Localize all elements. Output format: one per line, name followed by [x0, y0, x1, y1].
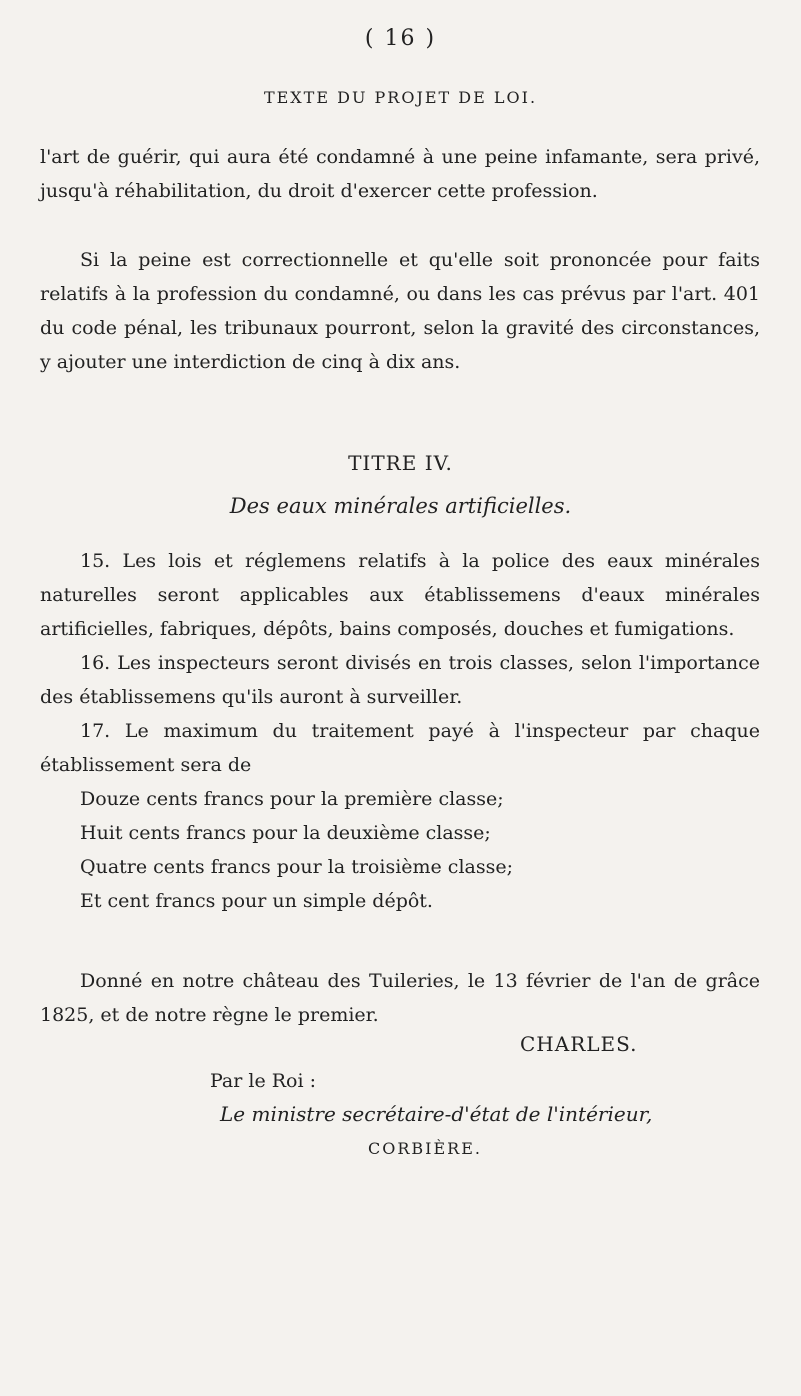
minister-title: Le ministre secrétaire-d'état de l'intérieur,: [220, 1102, 653, 1126]
article-17: 17. Le maximum du traitement payé à l'inspecteur par chaque établissement sera de: [40, 720, 760, 776]
salary-item-second: Huit cents francs pour la deuxième classe;: [80, 822, 491, 844]
par-le-roi: Par le Roi :: [210, 1070, 317, 1092]
article-15: 15. Les lois et réglemens relatifs à la police des eaux minérales naturelles seront applicables aux établissemens d'eaux minérales artificielles, fabriques, dépôts, bains composés, douches et fumigations.: [40, 550, 760, 640]
paragraph-continuation: l'art de guérir, qui aura été condamné à une peine infamante, sera privé, jusqu'à réhabilitation, du droit d'exercer cette profession.: [40, 146, 760, 202]
salary-item-depot: Et cent francs pour un simple dépôt.: [80, 890, 433, 912]
salary-item-third: Quatre cents francs pour la troisième classe;: [80, 856, 514, 878]
signature-corbiere: CORBIÈRE.: [368, 1139, 482, 1158]
page-number: ( 16 ): [364, 26, 437, 51]
closing-paragraph: Donné en notre château des Tuileries, le 13 février de l'an de grâce 1825, et de notre règne le premier.: [40, 970, 760, 1026]
paragraph-peine-correctionnelle: Si la peine est correctionnelle et qu'elle soit prononcée pour faits relatifs à la profession du condamné, ou dans les cas prévus par l'art. 401 du code pénal, les tribunaux pourront, selon la gravité des circonstances, y ajouter une interdiction de cinq à dix ans.: [40, 249, 760, 373]
section-title: TITRE IV.: [348, 451, 453, 475]
salary-item-first: Douze cents francs pour la première classe;: [80, 788, 504, 810]
page-header: TEXTE DU PROJET DE LOI.: [263, 88, 538, 107]
article-16: 16. Les inspecteurs seront divisés en trois classes, selon l'importance des établissemens qu'ils auront à surveiller.: [40, 652, 760, 708]
section-subtitle: Des eaux minérales artificielles.: [229, 494, 572, 518]
signature-charles: CHARLES.: [520, 1032, 638, 1056]
